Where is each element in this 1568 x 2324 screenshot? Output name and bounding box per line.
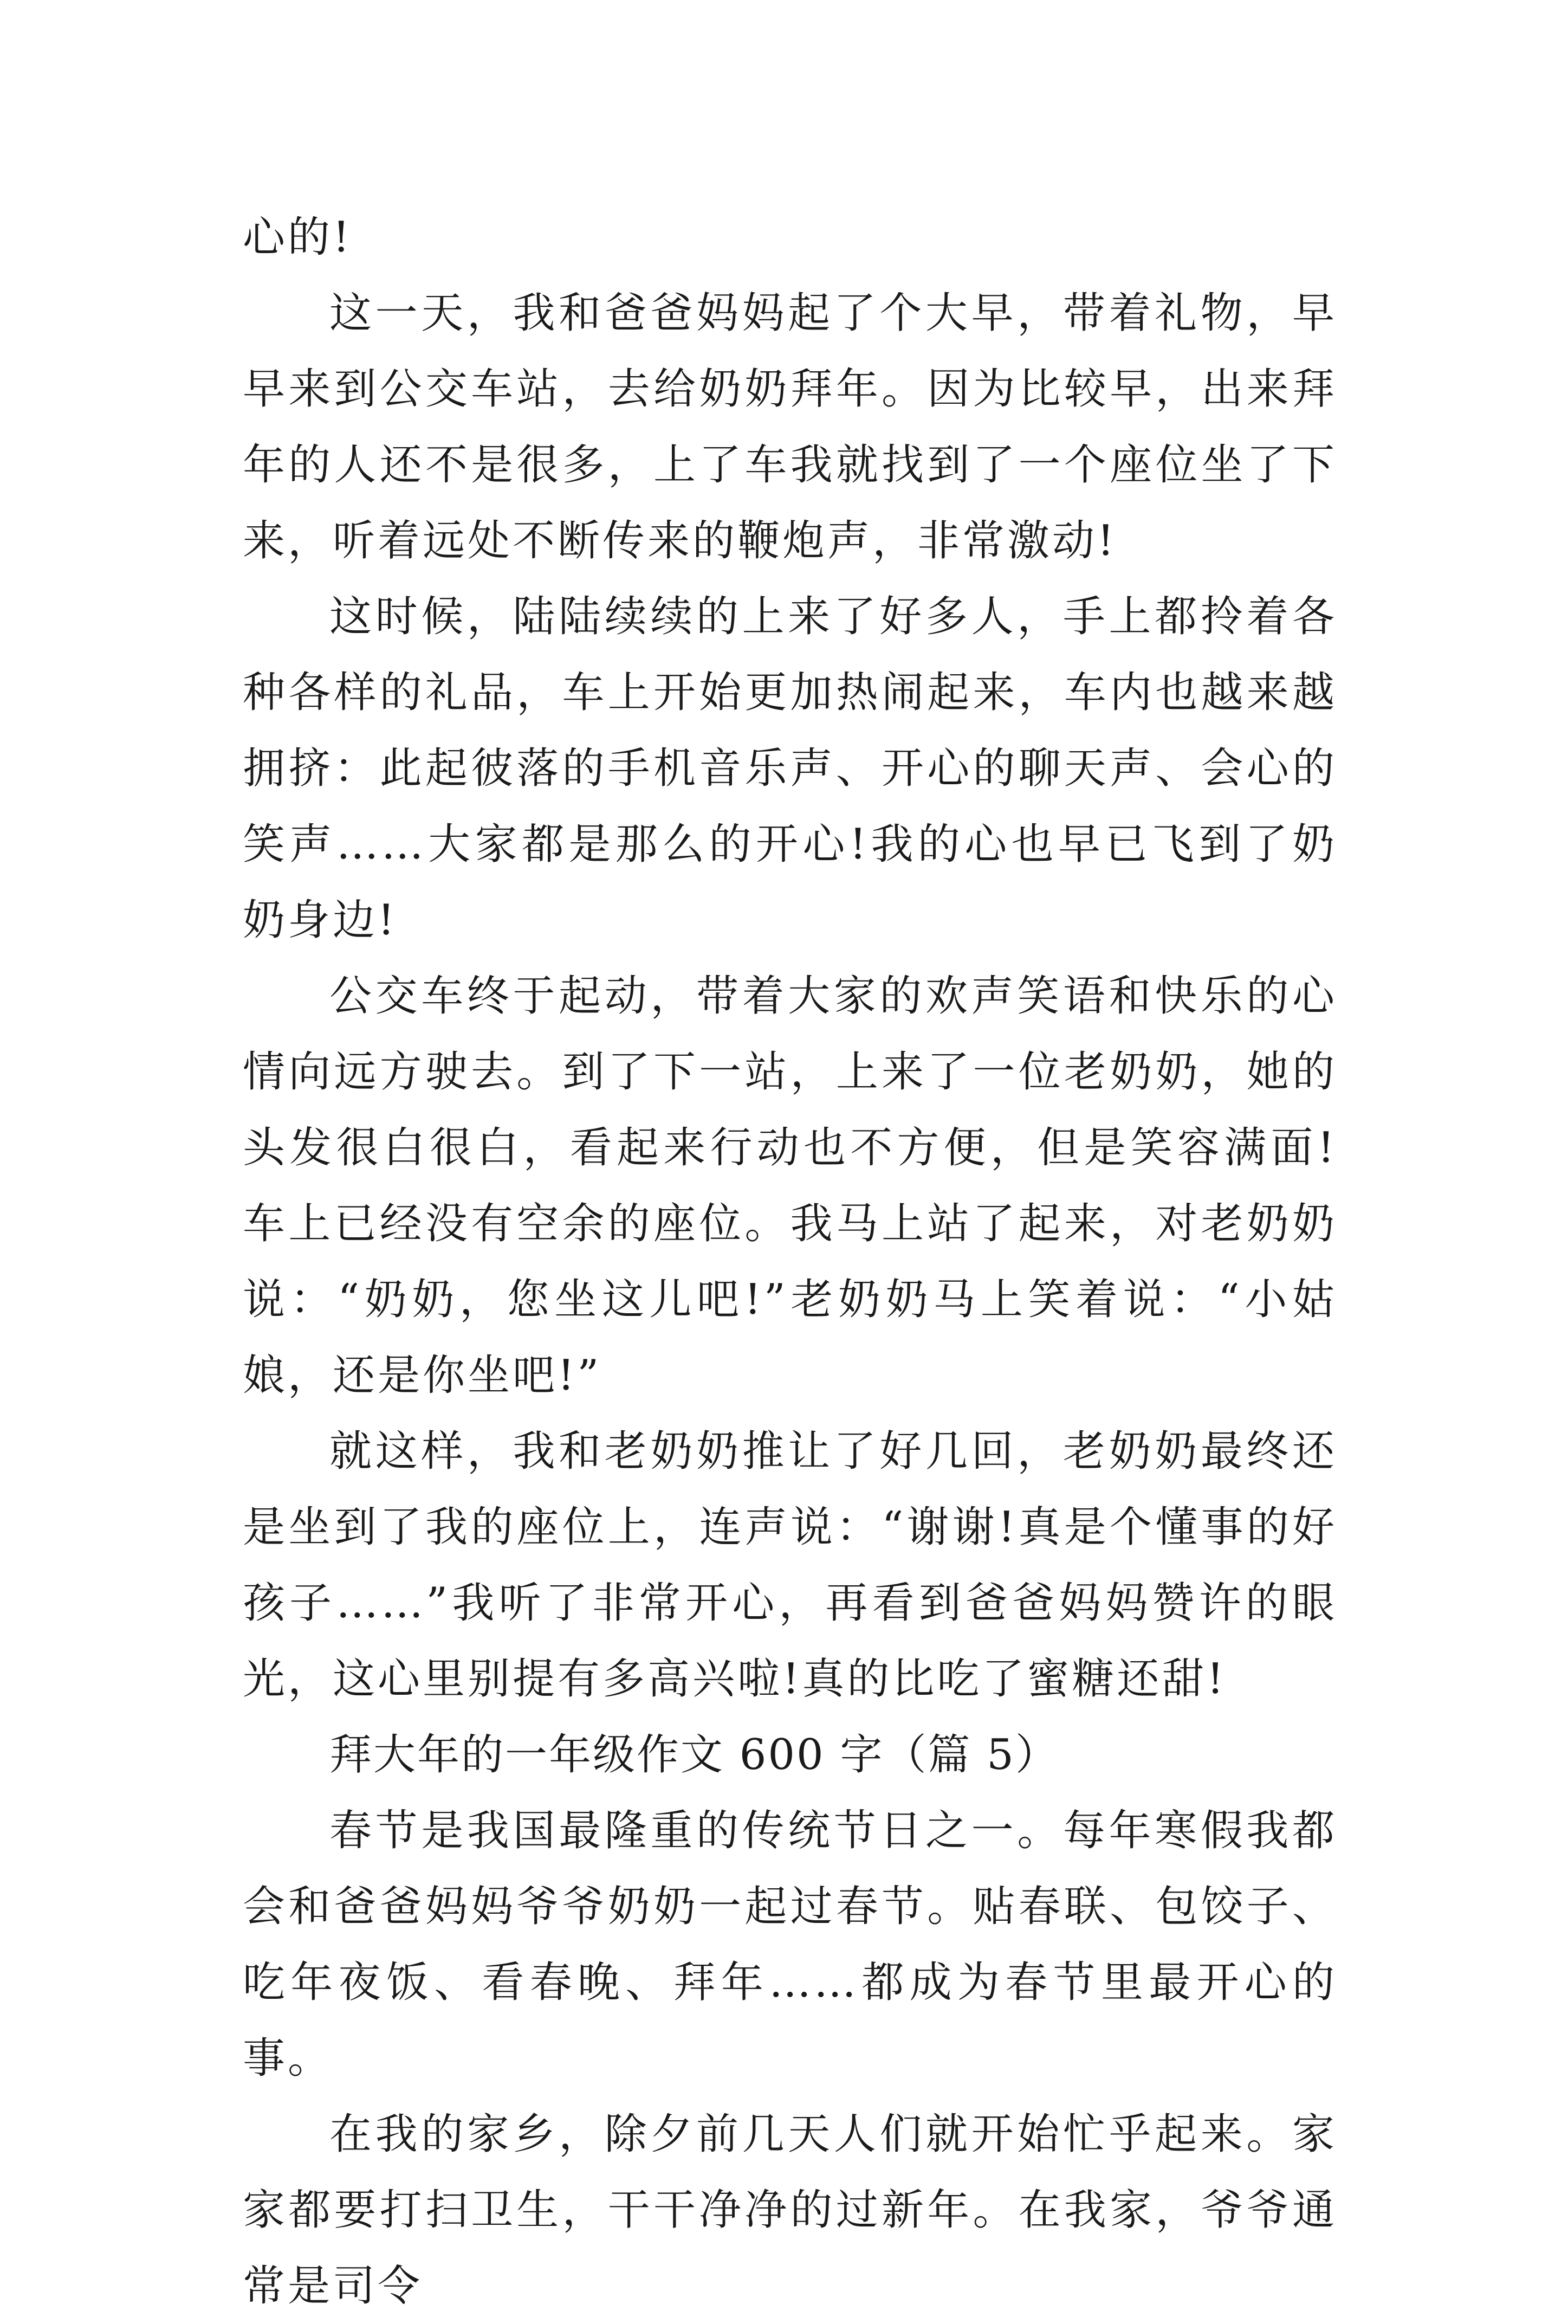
paragraph-continuation: 心的! [243,213,353,262]
paragraph: 公交车终于起动，带着大家的欢声笑语和快乐的心情向远方驶去。到了下一站，上来了一位老奶奶，她的头发很白很白，看起来行动也不方便，但是笑容满面!车上已经没有空余的座位。我马上站了起来，对老奶奶说：“奶奶，您坐这儿吧!”老奶奶马上笑着说：“小姑娘，还是你坐吧!” [243,972,1337,1400]
article-body [243,199,1337,2324]
section-heading: 拜大年的一年级作文 600 字（篇 5） [329,1731,1059,1779]
paragraph: 这时候，陆陆续续的上来了好多人，手上都拎着各种各样的礼品，车上开始更加热闹起来，车内也越来越拥挤：此起彼落的手机音乐声、开心的聊天声、会心的笑声……大家都是那么的开心!我的心也早已飞到了奶奶身边! [243,592,1337,945]
paragraph: 春节是我国最隆重的传统节日之一。每年寒假我都会和爸爸妈妈爷爷奶奶一起过春节。贴春联、包饺子、吃年夜饭、看春晚、拜年……都成为春节里最开心的事。 [243,1806,1337,2083]
paragraph: 在我的家乡，除夕前几天人们就开始忙乎起来。家家都要打扫卫生，干干净净的过新年。在我家，爷爷通常是司令 [243,2110,1337,2310]
paragraph: 就这样，我和老奶奶推让了好几回，老奶奶最终还是坐到了我的座位上，连声说：“谢谢!真是个懂事的好孩子……”我听了非常开心，再看到爸爸妈妈赞许的眼光，这心里别提有多高兴啦!真的比吃了蜜糖还甜! [243,1427,1337,1703]
paragraph: 这一天，我和爸爸妈妈起了个大早，带着礼物，早早来到公交车站，去给奶奶拜年。因为比较早，出来拜年的人还不是很多，上了车我就找到了一个座位坐了下来，听着远处不断传来的鞭炮声，非常激动! [243,289,1337,565]
